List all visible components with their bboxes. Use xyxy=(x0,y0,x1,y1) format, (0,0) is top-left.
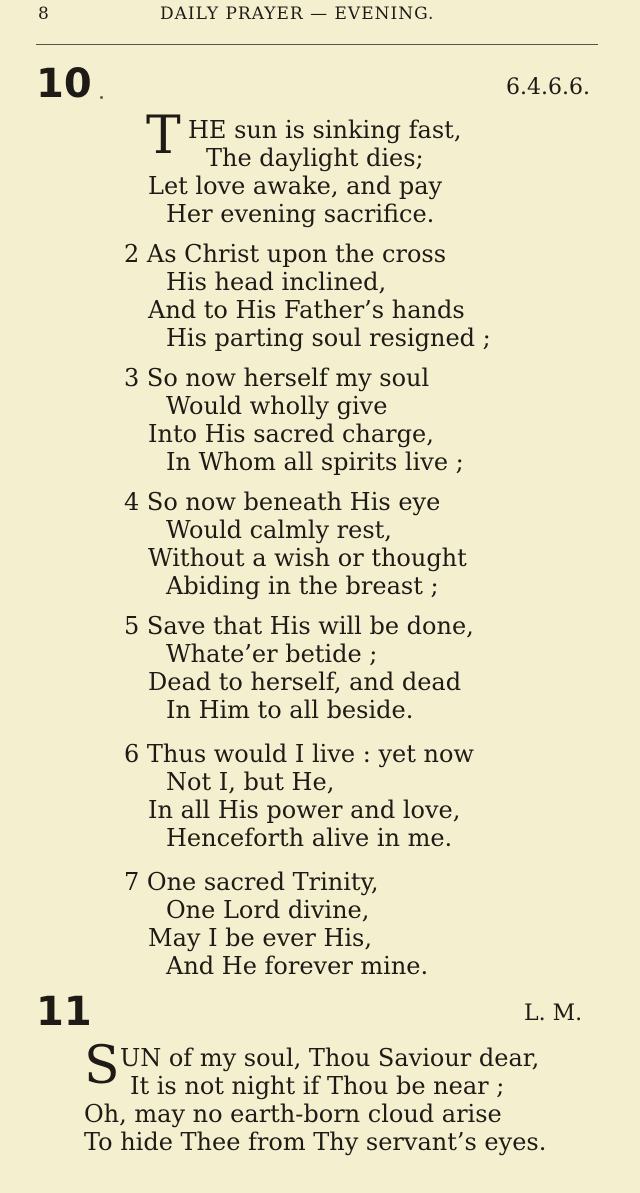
running-title: DAILY PRAYER — EVENING. xyxy=(160,4,435,24)
verse-line: Oh, may no earth-born cloud arise xyxy=(84,1100,502,1128)
verse-line: 7 One sacred Trinity, xyxy=(124,868,379,896)
verse-line: Into His sacred charge, xyxy=(148,420,434,448)
page-header xyxy=(0,0,640,30)
verse-line: Would calmly rest, xyxy=(166,516,392,544)
verse-line: UN of my soul, Thou Saviour dear, xyxy=(120,1044,540,1072)
verse-line: May I be ever His, xyxy=(148,924,372,952)
header-rule xyxy=(36,44,598,45)
hymn-number-dot xyxy=(100,96,103,99)
verse-line: His parting soul resigned ; xyxy=(166,324,491,352)
verse-line: One Lord divine, xyxy=(166,896,370,924)
verse-line: 2 As Christ upon the cross xyxy=(124,240,447,268)
verse-line: Without a wish or thought xyxy=(148,544,467,572)
verse-line: Her evening sacrifice. xyxy=(166,200,435,228)
verse-line: Would wholly give xyxy=(166,392,388,420)
hymn-10-drop-cap: T xyxy=(146,106,181,166)
verse-line: 3 So now herself my soul xyxy=(124,364,430,392)
verse-line: Dead to herself, and dead xyxy=(148,668,462,696)
hymn-11-number: 11 xyxy=(36,989,92,1035)
verse-line: Abiding in the breast ; xyxy=(166,572,439,600)
hymn-11-meter: L. M. xyxy=(524,1001,583,1026)
verse-line: His head inclined, xyxy=(166,268,387,296)
verse-line: HE sun is sinking fast, xyxy=(188,116,462,144)
verse-line: Henceforth alive in me. xyxy=(166,824,453,852)
page-number: 8 xyxy=(38,4,49,24)
verse-line: Whate’er betide ; xyxy=(166,640,378,668)
verse-line: It is not night if Thou be near ; xyxy=(130,1072,505,1100)
hymn-10-number: 10 xyxy=(36,61,92,107)
verse-line: 5 Save that His will be done, xyxy=(124,612,474,640)
hymn-11-drop-cap: S xyxy=(84,1036,120,1096)
verse-line: Let love awake, and pay xyxy=(148,172,443,200)
verse-line: 6 Thus would I live : yet now xyxy=(124,740,474,768)
verse-line: And to His Father’s hands xyxy=(148,296,465,324)
verse-line: The daylight dies; xyxy=(206,144,424,172)
verse-line: In Whom all spirits live ; xyxy=(166,448,464,476)
hymn-10-meter: 6.4.6.6. xyxy=(506,75,590,100)
verse-line: Not I, but He, xyxy=(166,768,335,796)
verse-line: In Him to all beside. xyxy=(166,696,414,724)
verse-line: To hide Thee from Thy servant’s eyes. xyxy=(84,1128,547,1156)
verse-line: And He forever mine. xyxy=(166,952,429,980)
verse-line: In all His power and love, xyxy=(148,796,461,824)
verse-line: 4 So now beneath His eye xyxy=(124,488,441,516)
